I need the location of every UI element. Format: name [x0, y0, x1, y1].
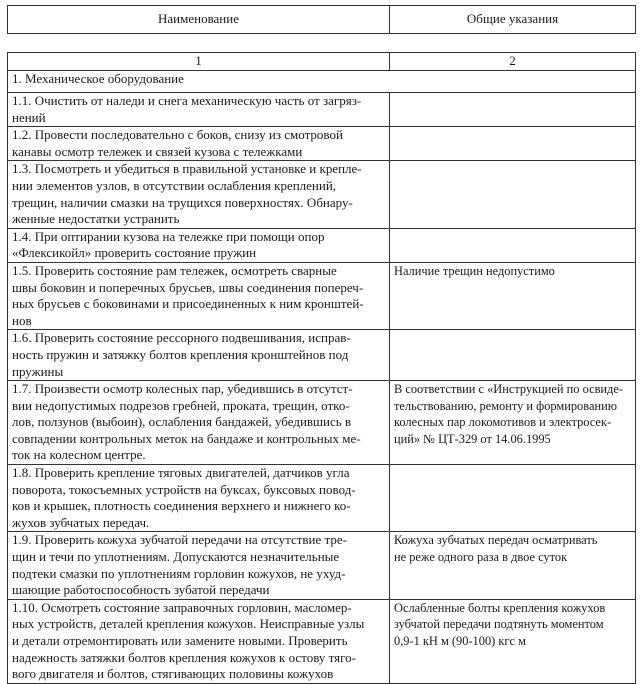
table-row	[8, 93, 636, 127]
general-note: Кожуха зубчатых передач осматривать не реже одного раза в двое суток	[390, 532, 636, 599]
task-description: 1.1. Очистить от наледи и снега механическую часть от загряз- нений	[8, 93, 390, 127]
column-header-table	[7, 5, 636, 34]
general-note: Наличие трещин недопустимо	[390, 262, 636, 329]
maintenance-table	[7, 52, 636, 684]
task-description: 1.9. Проверить кожуха зубчатой передачи на отсутствие тре- щин и течи по уплотнениям. Допускаются незначительные подтеки смазки по уплотнениям горловин кожухов, не ухуд- шающие работоспособность зубатой передачи	[8, 532, 390, 599]
table-row	[8, 228, 636, 262]
task-description: 1.5. Проверить состояние рам тележек, осмотреть сварные швы боковин и поперечных брусьев, швы соединения попереч- ных брусьев с боковинами и присоединенных к ним кронштей- нов	[8, 262, 390, 329]
task-description: 1.4. При оптирании кузова на тележке при помощи опор «Флексикойл» проверить состояние пружин	[8, 228, 390, 262]
header-name: Наименование	[8, 6, 390, 34]
general-note	[390, 330, 636, 381]
table-row	[8, 381, 636, 465]
table-row	[8, 161, 636, 228]
general-note	[390, 93, 636, 127]
table-row	[8, 127, 636, 161]
task-description: 1.10. Осмотреть состояние заправочных горловин, масломер- ных устройств, деталей крепления кожухов. Неисправные узлы и детали отремонтировать или замените новыми. Проверить надежность затяжки болтов крепления кожухов к остову тяго- вого двигателя и болтов, стягивающих половины кожухов	[8, 599, 390, 683]
table-row	[8, 465, 636, 532]
general-note	[390, 127, 636, 161]
task-description: 1.6. Проверить состояние рессорного подвешивания, исправ- ность пружин и затяжку болтов крепления кронштейнов под пружины	[8, 330, 390, 381]
column-number-2: 2	[390, 53, 636, 71]
table-row	[8, 262, 636, 329]
table-row	[8, 532, 636, 599]
general-note	[390, 465, 636, 532]
general-note	[390, 161, 636, 228]
section-title: 1. Механическое оборудование	[8, 71, 636, 93]
general-note	[390, 228, 636, 262]
task-description: 1.7. Произвести осмотр колесных пар, убедившись в отсутст- вии недопустимых подрезов гребней, проката, трещин, отко- лов, ползунов (выбоин), ослабления бандажей, убедившись в совпадении контрольных меток на бандаже и контрольных ме- ток на колесном центре.	[8, 381, 390, 465]
table-row	[8, 599, 636, 683]
task-description: 1.2. Провести последовательно с боков, снизу из смотровой канавы осмотр тележек и связей кузова с тележками	[8, 127, 390, 161]
general-note: В соответствии с «Инструкцией по освиде- тельствованию, ремонту и формированию колесных пар локомотивов и электросек- ций» № ЦТ-329 от 14.06.1995	[390, 381, 636, 465]
header-notes: Общие указания	[390, 6, 636, 34]
task-description: 1.8. Проверить крепление тяговых двигателей, датчиков угла поворота, токосъемных устройств на буксах, буксовых повод- ков и крышек, плотность соединения верхнего и нижнего ко- жухов зубчатых передач.	[8, 465, 390, 532]
general-note: Ослабленные болты крепления кожухов зубчатой передачи подтянуть моментом 0,9-1 кН м (90-100) кгс м	[390, 599, 636, 683]
column-number-1: 1	[8, 53, 390, 71]
section-row	[8, 71, 636, 93]
task-description: 1.3. Посмотреть и убедиться в правильной установке и крепле- нии элементов узлов, в отсутствии ослабления креплений, трещин, наличии смазки на трущихся поверхностях. Обнару- женные недостатки устранить	[8, 161, 390, 228]
column-number-row	[8, 53, 636, 71]
table-row	[8, 330, 636, 381]
